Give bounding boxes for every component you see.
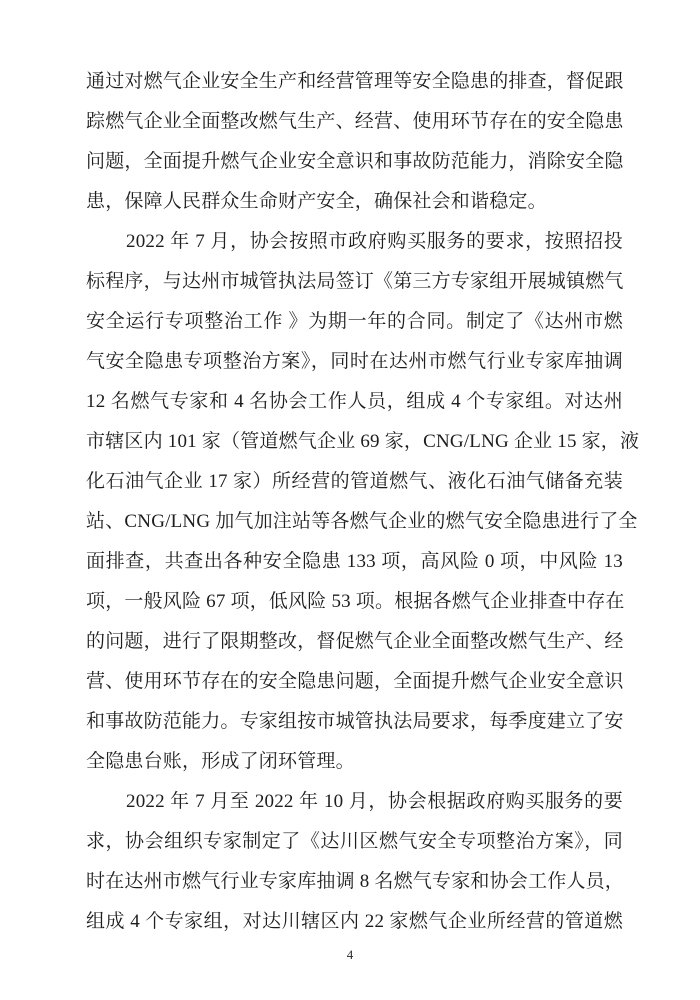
- text-line: 站、CNG/LNG 加气加注站等各燃气企业的燃气安全隐患进行了全: [86, 511, 638, 532]
- text-line: 化石油气企业 17 家）所经营的管道燃气、液化石油气储备充装: [86, 471, 623, 492]
- text-line: 2022 年 7 月至 2022 年 10 月，协会根据政府购买服务的要: [126, 791, 623, 812]
- text-line: 的问题，进行了限期整改，督促燃气企业全面整改燃气生产、经: [86, 631, 624, 652]
- text-line: 气安全隐患专项整治方案》，同时在达州市燃气行业专家库抽调: [86, 351, 623, 372]
- text-line: 问题，全面提升燃气企业安全意识和事故防范能力，消除安全隐: [86, 151, 624, 172]
- document-body: [86, 62, 640, 942]
- text-line: 项，一般风险 67 项，低风险 53 项。根据各燃气企业排查中存在: [86, 591, 625, 612]
- text-line: 时在达州市燃气行业专家库抽调 8 名燃气专家和协会工作人员，: [86, 871, 625, 892]
- page-number: 4: [346, 947, 354, 962]
- text-line: 标程序，与达州市城管执法局签订《第三方专家组开展城镇燃气: [86, 271, 624, 292]
- text-line: 面排查，共查出各种安全隐患 133 项，高风险 0 项，中风险 13: [86, 551, 623, 572]
- paragraph-1: [86, 62, 623, 222]
- text-line: 12 名燃气专家和 4 名协会工作人员，组成 4 个专家组。对达州: [86, 391, 623, 412]
- text-line: 求，协会组织专家制定了《达川区燃气安全专项整治方案》，同: [86, 831, 623, 852]
- text-line: 全隐患台账，形成了闭环管理。: [86, 751, 355, 772]
- text-line: 2022 年 7 月，协会按照市政府购买服务的要求，按照招投: [126, 231, 623, 252]
- paragraph-2: [86, 222, 640, 782]
- text-line: 通过对燃气企业安全生产和经营管理等安全隐患的排查，督促跟: [86, 71, 624, 92]
- text-line: 踪燃气企业全面整改燃气生产、经营、使用环节存在的安全隐患: [86, 111, 624, 132]
- text-line: 安全运行专项整治工作 》为期一年的合同。制定了《达州市燃: [86, 311, 623, 332]
- text-line: 患，保障人民群众生命财产安全，确保社会和谐稳定。: [86, 191, 547, 212]
- text-line: 市辖区内 101 家（管道燃气企业 69 家，CNG/LNG 企业 15 家，液: [86, 431, 640, 452]
- paragraph-3: [86, 782, 623, 942]
- text-line: 营、使用环节存在的安全隐患问题，全面提升燃气企业安全意识: [86, 671, 624, 692]
- page-footer: [0, 946, 700, 964]
- text-line: 和事故防范能力。专家组按市城管执法局要求，每季度建立了安: [86, 711, 624, 732]
- text-line: 组成 4 个专家组，对达川辖区内 22 家燃气企业所经营的管道燃: [86, 911, 623, 932]
